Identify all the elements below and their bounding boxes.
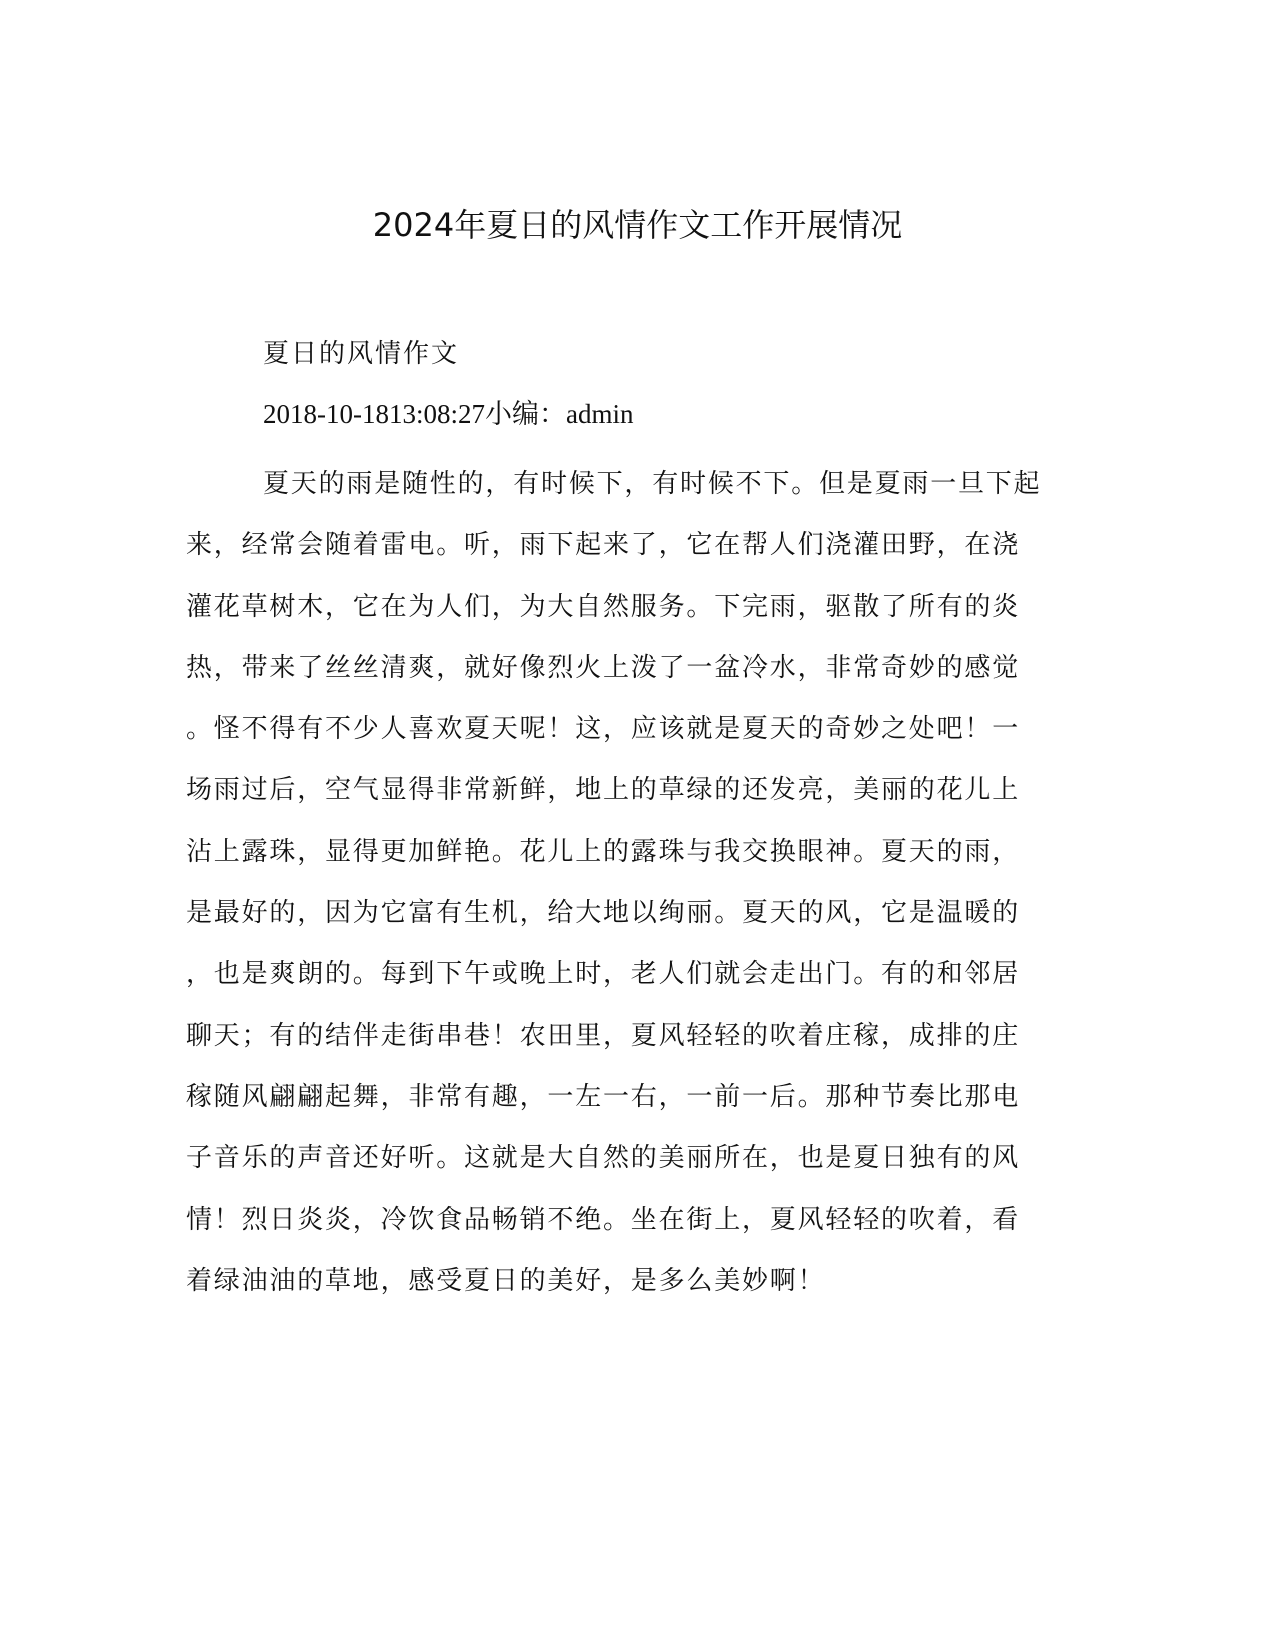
body-line: 。怪不得有不少人喜欢夏天呢！这，应该就是夏天的奇妙之处吧！一 — [186, 714, 1021, 745]
body-line: 子音乐的声音还好听。这就是大自然的美丽所在，也是夏日独有的风 — [186, 1143, 1021, 1174]
page-title: 2024年夏日的风情作文工作开展情况 — [372, 206, 903, 244]
body-line: 热，带来了丝丝清爽，就好像烈火上泼了一盆冷水，非常奇妙的感觉 — [186, 652, 1021, 683]
body-line: 来，经常会随着雷电。听，雨下起来了，它在帮人们浇灌田野，在浇 — [186, 530, 1021, 561]
article-meta: 2018-10-1813:08:27小编：admin — [263, 399, 634, 429]
body-line: 灌花草树木，它在为人们，为大自然服务。下完雨，驱散了所有的炎 — [186, 591, 1021, 622]
body-line: 聊天；有的结伴走街串巷！农田里，夏风轻轻的吹着庄稼，成排的庄 — [186, 1020, 1021, 1051]
body-line: 着绿油油的草地，感受夏日的美好，是多么美妙啊！ — [186, 1265, 826, 1296]
body-line: 稼随风翩翩起舞，非常有趣，一左一右，一前一后。那种节奏比那电 — [186, 1081, 1021, 1112]
article-body — [186, 454, 1086, 1312]
body-line: ，也是爽朗的。每到下午或晚上时，老人们就会走出门。有的和邻居 — [186, 959, 1021, 990]
body-line: 场雨过后，空气显得非常新鲜，地上的草绿的还发亮，美丽的花儿上 — [186, 775, 1021, 806]
body-line: 是最好的，因为它富有生机，给大地以绚丽。夏天的风，它是温暖的 — [186, 898, 1021, 929]
body-line: 情！烈日炎炎，冷饮食品畅销不绝。坐在街上，夏风轻轻的吹着，看 — [186, 1204, 1021, 1235]
body-line: 夏天的雨是随性的，有时候下，有时候不下。但是夏雨一旦下起 — [263, 469, 1042, 499]
body-line: 沾上露珠，显得更加鲜艳。花儿上的露珠与我交换眼神。夏天的雨， — [186, 836, 1021, 867]
article-subtitle: 夏日的风情作文 — [263, 339, 460, 369]
